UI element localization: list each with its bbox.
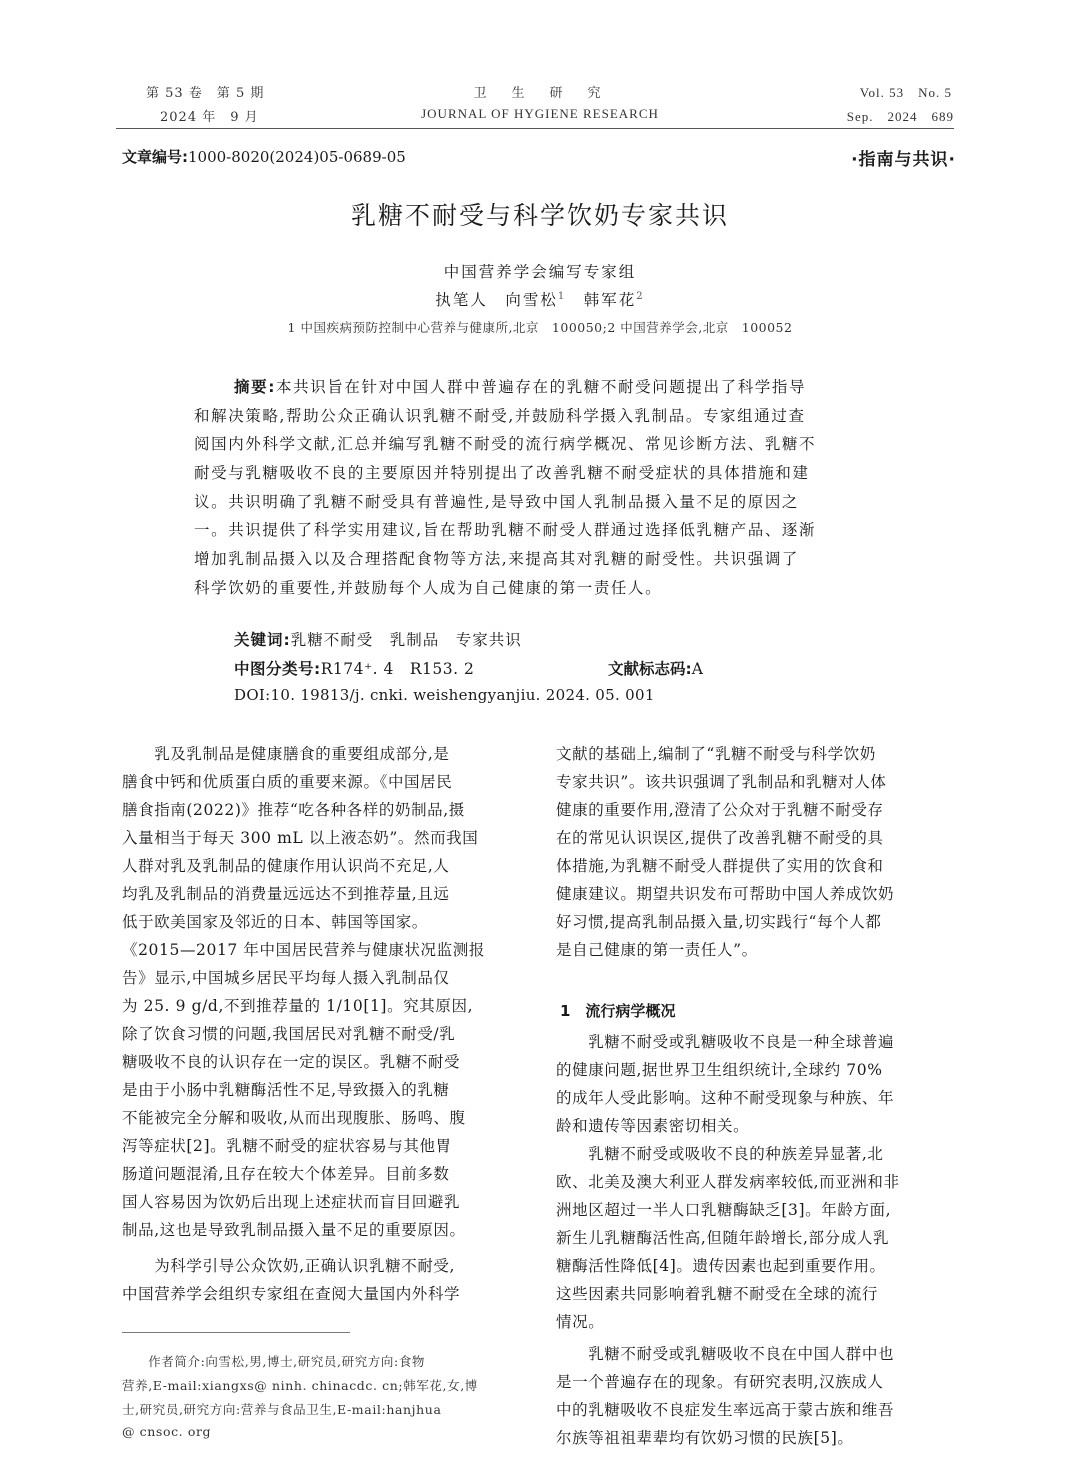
body-line: 糖酶活性降低[4]。遗传因素也起到重要作用。	[556, 1257, 886, 1275]
body-line: 好习惯,提高乳制品摄入量,切实践行“每个人都	[556, 913, 882, 931]
body-line: 低于欧美国家及邻近的日本、韩国等国家。	[122, 913, 428, 931]
body-line: 新生儿乳糖酶活性高,但随年龄增长,部分成人乳	[556, 1229, 890, 1247]
section-1-heading: 1 流行病学概况	[560, 1002, 676, 1020]
author-1-affil: 1	[557, 290, 567, 302]
body-line: 中的乳糖吸收不良症发生率远高于蒙古族和维吾	[556, 1401, 895, 1419]
abstract-label: 摘要:	[234, 378, 276, 396]
footnote-rule	[122, 1332, 350, 1333]
abstract-line: 阅国内外科学文献,汇总并编写乳糖不耐受的流行病学概况、常见诊断方法、乳糖不	[194, 435, 817, 453]
body-line: 《2015—2017 年中国居民营养与健康状况监测报	[122, 941, 485, 959]
body-line: 中国营养学会组织专家组在查阅大量国内外科学	[122, 1285, 461, 1303]
body-line: 尔族等祖祖辈辈均有饮奶习惯的民族[5]。	[556, 1429, 854, 1447]
body-line: 均乳及乳制品的消费量远远达不到推荐量,且远	[122, 885, 450, 903]
author-1: 向雪松	[505, 291, 558, 309]
keywords-value: 乳糖不耐受 乳制品 专家共识	[290, 631, 522, 649]
body-line: 这些因素共同影响着乳糖不耐受在全球的流行	[556, 1285, 879, 1303]
body-line: 除了饮食习惯的问题,我国居民对乳糖不耐受/乳	[122, 1025, 456, 1043]
body-line: 是自己健康的第一责任人”。	[556, 941, 758, 959]
writers-label: 执笔人	[435, 291, 488, 309]
body-line: 国人容易因为饮奶后出现上述症状而盲目回避乳	[122, 1193, 461, 1211]
body-line: 膳食指南(2022)》推荐“吃各种各样的奶制品,摄	[122, 801, 465, 819]
classification-label: 中图分类号:	[234, 660, 321, 678]
abstract-text: 本共识旨在针对中国人群中普遍存在的乳糖不耐受问题提出了科学指导	[276, 378, 807, 396]
affiliations: 1 中国疾病预防控制中心营养与健康所,北京 100050;2 中国营养学会,北京 100052	[287, 320, 793, 335]
doi: DOI:10. 19813/j. cnki. weishengyanjiu. 2024. 05. 001	[234, 686, 655, 704]
body-line: 体措施,为乳糖不耐受人群提供了实用的饮食和	[556, 857, 884, 875]
body-line: 的健康问题,据世界卫生组织统计,全球约 70%	[556, 1061, 883, 1079]
document-code	[608, 657, 703, 679]
body-line: 泻等症状[2]。乳糖不耐受的症状容易与其他胃	[122, 1137, 452, 1155]
body-line: 洲地区超过一半人口乳糖酶缺乏[3]。年龄方面,	[556, 1201, 892, 1219]
body-line: 制品,这也是导致乳制品摄入量不足的重要原因。	[122, 1221, 466, 1239]
body-line: 为科学引导公众饮奶,正确认识乳糖不耐受,	[122, 1257, 456, 1275]
author-line	[0, 288, 1080, 310]
header-journal-en: JOURNAL OF HYGIENE RESEARCH	[421, 106, 659, 121]
body-line: 文献的基础上,编制了“乳糖不耐受与科学饮奶	[556, 745, 876, 763]
body-line: 健康建议。期望共识发布可帮助中国人养成饮奶	[556, 885, 895, 903]
author-2: 韩军花	[583, 291, 637, 309]
header-journal-cn: 卫 生 研 究	[473, 86, 607, 101]
footnote-line: 士,研究员,研究方向:营养与食品卫生,E-mail:hanjhua	[122, 1402, 442, 1417]
keywords	[234, 628, 522, 650]
abstract-line: 议。共识明确了乳糖不耐受具有普遍性,是导致中国人乳制品摄入量不足的原因之	[194, 493, 800, 511]
body-line: 乳糖不耐受或乳糖吸收不良是一种全球普遍	[556, 1033, 895, 1051]
footnote-line: 作者简介:向雪松,男,博士,研究员,研究方向:食物	[122, 1354, 426, 1369]
footnote-line: 营养,E-mail:xiangxs@ ninh. chinacdc. cn;韩军花,女,博	[122, 1378, 478, 1393]
article-id-label: 文章编号:	[122, 148, 188, 166]
body-line: 在的常见认识误区,提供了改善乳糖不耐受的具	[556, 829, 884, 847]
header-date: 2024 年 9 月	[160, 110, 259, 125]
body-line: 为 25. 9 g/d,不到推荐量的 1/10[1]。究其原因,	[122, 997, 474, 1015]
abstract-line: 耐受与乳糖吸收不良的主要原因并特别提出了改善乳糖不耐受症状的具体措施和建	[194, 464, 810, 482]
section-tag: ·指南与共识·	[851, 150, 956, 170]
abstract-line: 一。共识提供了科学实用建议,旨在帮助乳糖不耐受人群通过选择低乳糖产品、逐渐	[194, 521, 817, 539]
body-line: 是一个普遍存在的现象。有研究表明,汉族成人	[556, 1373, 884, 1391]
header-volume-issue: 第 53 卷 第 5 期	[146, 86, 265, 101]
abstract-line: 科学饮奶的重要性,并鼓励每个人成为自己健康的第一责任人。	[194, 579, 663, 597]
body-line: 肠道问题混淆,且存在较大个体差异。目前多数	[122, 1165, 450, 1183]
classification	[234, 657, 474, 679]
body-line: 欧、北美及澳大利亚人群发病率较低,而亚洲和非	[556, 1173, 900, 1191]
footnote-line: @ cnsoc. org	[122, 1424, 212, 1439]
author-group: 中国营养学会编写专家组	[443, 263, 637, 281]
header-rule	[116, 128, 954, 129]
abstract-line: 增加乳制品摄入以及合理搭配食物等方法,来提高其对乳糖的耐受性。共识强调了	[194, 550, 800, 568]
classification-value: R174⁺. 4 R153. 2	[320, 660, 475, 678]
body-line: 膳食中钙和优质蛋白质的重要来源。《中国居民	[122, 773, 453, 791]
body-line: 乳及乳制品是健康膳食的重要组成部分,是	[122, 745, 450, 763]
header-page: Sep. 2024 689	[846, 109, 954, 124]
body-line: 的成年人受此影响。这种不耐受现象与种族、年	[556, 1089, 895, 1107]
body-line: 不能被完全分解和吸收,从而出现腹胀、肠鸣、腹	[122, 1109, 466, 1127]
body-line: 乳糖不耐受或吸收不良的种族差异显著,北	[556, 1145, 884, 1163]
article-title: 乳糖不耐受与科学饮奶专家共识	[350, 201, 729, 230]
body-line: 告》显示,中国城乡居民平均每人摄入乳制品仅	[122, 969, 450, 987]
body-line: 健康的重要作用,澄清了公众对于乳糖不耐受存	[556, 801, 884, 819]
body-line: 入量相当于每天 300 mL 以上液态奶”。然而我国	[122, 829, 479, 847]
document-code-value: A	[691, 660, 703, 678]
abstract-line	[234, 375, 806, 397]
abstract-line: 和解决策略,帮助公众正确认识乳糖不耐受,并鼓励科学摄入乳制品。专家组通过查	[194, 407, 806, 425]
keywords-label: 关键词:	[234, 631, 291, 649]
article-id-value: 1000-8020(2024)05-0689-05	[188, 148, 406, 166]
header-vol-no: Vol. 53 No. 5	[859, 85, 952, 100]
body-line: 龄和遗传等因素密切相关。	[556, 1117, 750, 1135]
document-code-label: 文献标志码:	[608, 660, 692, 678]
body-line: 乳糖不耐受或乳糖吸收不良在中国人群中也	[556, 1345, 895, 1363]
body-line: 情况。	[556, 1313, 605, 1331]
article-id	[122, 146, 406, 167]
body-line: 糖吸收不良的认识存在一定的误区。乳糖不耐受	[122, 1053, 461, 1071]
body-line: 专家共识”。该共识强调了乳制品和乳糖对人体	[556, 773, 887, 791]
author-2-affil: 2	[636, 290, 645, 302]
body-line: 人群对乳及乳制品的健康作用认识尚不充足,人	[122, 857, 450, 875]
body-line: 是由于小肠中乳糖酶活性不足,导致摄入的乳糖	[122, 1081, 450, 1099]
